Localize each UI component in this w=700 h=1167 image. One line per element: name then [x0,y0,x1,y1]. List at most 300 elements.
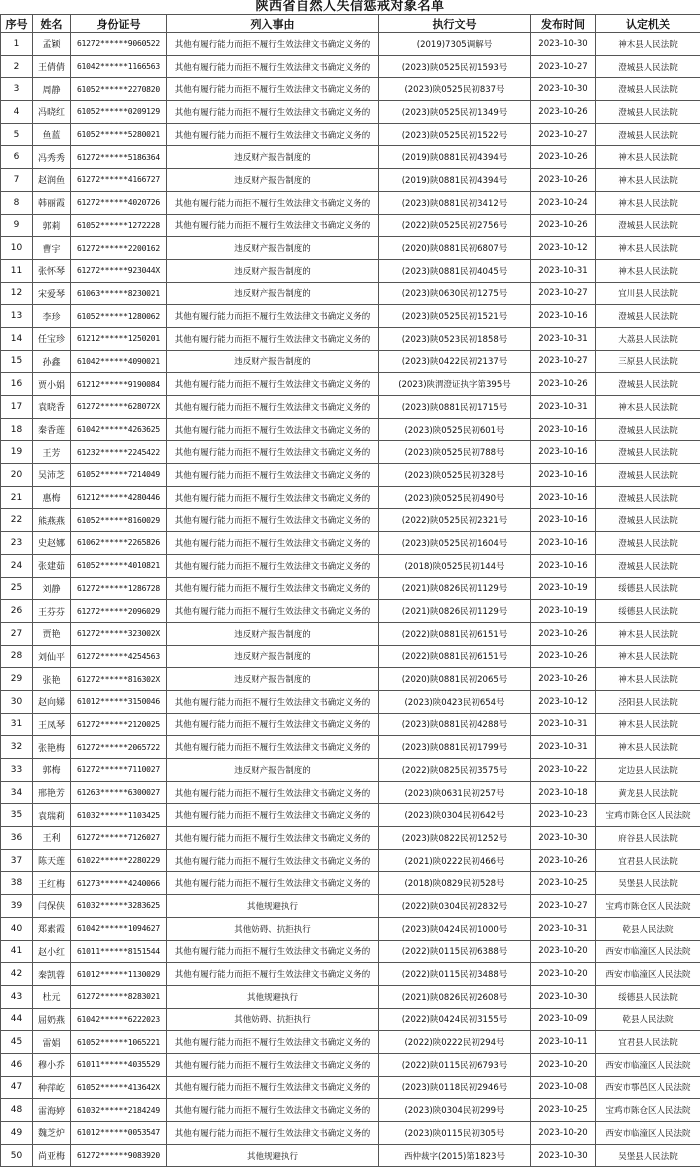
table-row [1,33,700,56]
cell-id-number: 61062******2265826 [71,532,167,555]
cell-authority: 神木县人民法院 [596,169,700,192]
cell-reason: 违反财产报告制度的 [167,169,379,192]
cell-index: 39 [1,895,33,918]
cell-index: 7 [1,169,33,192]
cell-reason: 其他有履行能力而拒不履行生效法律文书确定义务的 [167,713,379,736]
cell-id-number: 61272******8283021 [71,985,167,1008]
table-row [1,146,700,169]
cell-authority: 三原县人民法院 [596,350,700,373]
cell-case-number: (2023)陕0822民初1252号 [379,827,531,850]
cell-authority: 宜川县人民法院 [596,282,700,305]
cell-index: 50 [1,1144,33,1167]
cell-case-number: (2022)陕0525民初2756号 [379,214,531,237]
table-row [1,123,700,146]
cell-reason: 其他有履行能力而拒不履行生效法律文书确定义务的 [167,214,379,237]
cell-index: 6 [1,146,33,169]
cell-reason: 其他有履行能力而拒不履行生效法律文书确定义务的 [167,33,379,56]
cell-name: 贾小娟 [33,373,71,396]
cell-case-number: (2023)陕0115民初305号 [379,1122,531,1145]
cell-case-number: (2021)陕0222民初466号 [379,849,531,872]
table-row [1,78,700,101]
cell-case-number: (2023)陕0881民初1715号 [379,396,531,419]
cell-name: 史赵娜 [33,532,71,555]
cell-reason: 违反财产报告制度的 [167,237,379,260]
cell-reason: 其他有履行能力而拒不履行生效法律文书确定义务的 [167,101,379,124]
cell-authority: 吴堡县人民法院 [596,1144,700,1167]
cell-reason: 违反财产报告制度的 [167,146,379,169]
cell-index: 12 [1,282,33,305]
table-row [1,169,700,192]
cell-publish-date: 2023-10-16 [531,532,596,555]
cell-case-number: (2023)陕0424民初1000号 [379,917,531,940]
cell-authority: 乾县人民法院 [596,1008,700,1031]
cell-id-number: 61032******1103425 [71,804,167,827]
cell-publish-date: 2023-10-26 [531,668,596,691]
cell-index: 2 [1,55,33,78]
cell-publish-date: 2023-10-20 [531,940,596,963]
cell-reason: 其他妨碍、抗拒执行 [167,1008,379,1031]
cell-reason: 其他有履行能力而拒不履行生效法律文书确定义务的 [167,509,379,532]
cell-name: 郭莉 [33,214,71,237]
table-row [1,373,700,396]
cell-id-number: 61272******2096029 [71,600,167,623]
table-row [1,464,700,487]
cell-id-number: 61272******2200162 [71,237,167,260]
cell-index: 3 [1,78,33,101]
cell-publish-date: 2023-10-31 [531,396,596,419]
cell-index: 16 [1,373,33,396]
table-row [1,600,700,623]
cell-reason: 其他有履行能力而拒不履行生效法律文书确定义务的 [167,781,379,804]
cell-name: 王倩倩 [33,55,71,78]
cell-authority: 宜君县人民法院 [596,849,700,872]
cell-name: 冯秀秀 [33,146,71,169]
cell-id-number: 61012******0053547 [71,1122,167,1145]
cell-reason: 违反财产报告制度的 [167,759,379,782]
cell-name: 周静 [33,78,71,101]
cell-name: 熊燕燕 [33,509,71,532]
cell-reason: 其他有履行能力而拒不履行生效法律文书确定义务的 [167,554,379,577]
cell-id-number: 61272******816302X [71,668,167,691]
cell-index: 40 [1,917,33,940]
cell-authority: 绥德县人民法院 [596,577,700,600]
cell-id-number: 61273******4240066 [71,872,167,895]
cell-id-number: 61042******1094627 [71,917,167,940]
cell-name: 穆小乔 [33,1053,71,1076]
cell-publish-date: 2023-10-31 [531,917,596,940]
cell-case-number: (2022)陕0115民初6793号 [379,1053,531,1076]
cell-name: 郑素霞 [33,917,71,940]
cell-id-number: 61052******1065221 [71,1031,167,1054]
cell-index: 10 [1,237,33,260]
cell-index: 13 [1,305,33,328]
page-title: 陕西省自然人失信惩戒对象名单 [0,0,700,14]
cell-id-number: 61263******6300027 [71,781,167,804]
cell-publish-date: 2023-10-26 [531,214,596,237]
cell-authority: 西安市临潼区人民法院 [596,940,700,963]
table-row [1,940,700,963]
cell-publish-date: 2023-10-30 [531,33,596,56]
cell-reason: 其他规避执行 [167,895,379,918]
cell-name: 刘静 [33,577,71,600]
header-index: 序号 [1,15,33,33]
cell-case-number: (2021)陕0826民初2608号 [379,985,531,1008]
cell-publish-date: 2023-10-22 [531,759,596,782]
cell-publish-date: 2023-10-20 [531,963,596,986]
cell-case-number: (2018)陕0525民初144号 [379,554,531,577]
cell-case-number: (2023)陕0525民初788号 [379,441,531,464]
cell-authority: 神木县人民法院 [596,191,700,214]
cell-index: 15 [1,350,33,373]
cell-index: 8 [1,191,33,214]
cell-publish-date: 2023-10-26 [531,849,596,872]
cell-id-number: 61272******2065722 [71,736,167,759]
cell-id-number: 61012******3150046 [71,690,167,713]
table-row [1,917,700,940]
cell-index: 35 [1,804,33,827]
cell-publish-date: 2023-10-27 [531,282,596,305]
cell-id-number: 61052******413642X [71,1076,167,1099]
cell-id-number: 61063******8230021 [71,282,167,305]
cell-id-number: 61012******1130029 [71,963,167,986]
cell-case-number: (2022)陕0881民初6151号 [379,645,531,668]
cell-id-number: 61272******628072X [71,396,167,419]
cell-case-number: (2023)陕0525民初1521号 [379,305,531,328]
cell-authority: 西安市临潼区人民法院 [596,963,700,986]
table-row [1,237,700,260]
cell-id-number: 61272******9060522 [71,33,167,56]
cell-authority: 府谷县人民法院 [596,827,700,850]
cell-authority: 宝鸡市陈仓区人民法院 [596,804,700,827]
cell-index: 45 [1,1031,33,1054]
cell-index: 42 [1,963,33,986]
cell-name: 魏芝炉 [33,1122,71,1145]
table-row [1,282,700,305]
cell-reason: 其他有履行能力而拒不履行生效法律文书确定义务的 [167,1053,379,1076]
cell-index: 21 [1,486,33,509]
cell-case-number: (2023)陕0525民初490号 [379,486,531,509]
cell-name: 王凤琴 [33,713,71,736]
cell-publish-date: 2023-10-27 [531,895,596,918]
cell-case-number: 西仲裁字(2015)第1823号 [379,1144,531,1167]
cell-publish-date: 2023-10-31 [531,259,596,282]
cell-index: 23 [1,532,33,555]
cell-case-number: (2021)陕0826民初1129号 [379,600,531,623]
header-publish-date: 发布时间 [531,15,596,33]
cell-id-number: 61232******2245422 [71,441,167,464]
cell-id-number: 61052******8160029 [71,509,167,532]
cell-index: 44 [1,1008,33,1031]
cell-reason: 其他有履行能力而拒不履行生效法律文书确定义务的 [167,441,379,464]
cell-authority: 澄城县人民法院 [596,123,700,146]
cell-name: 吴沛芝 [33,464,71,487]
cell-publish-date: 2023-10-25 [531,872,596,895]
cell-reason: 其他有履行能力而拒不履行生效法律文书确定义务的 [167,78,379,101]
cell-index: 9 [1,214,33,237]
cell-id-number: 61042******4263625 [71,418,167,441]
cell-publish-date: 2023-10-16 [531,441,596,464]
cell-publish-date: 2023-10-18 [531,781,596,804]
cell-authority: 黄龙县人民法院 [596,781,700,804]
cell-name: 袁瑞莉 [33,804,71,827]
table-row [1,804,700,827]
cell-id-number: 61011******8151544 [71,940,167,963]
cell-publish-date: 2023-10-08 [531,1076,596,1099]
cell-reason: 其他有履行能力而拒不履行生效法律文书确定义务的 [167,577,379,600]
cell-case-number: (2023)陕0525民初1349号 [379,101,531,124]
cell-authority: 西安市临潼区人民法院 [596,1053,700,1076]
cell-case-number: (2023)陕0304民初642号 [379,804,531,827]
table-header-row [1,15,700,33]
header-reason: 列入事由 [167,15,379,33]
cell-authority: 神木县人民法院 [596,645,700,668]
cell-index: 24 [1,554,33,577]
cell-publish-date: 2023-10-16 [531,509,596,532]
cell-publish-date: 2023-10-16 [531,554,596,577]
cell-case-number: (2023)陕0881民初3412号 [379,191,531,214]
cell-publish-date: 2023-10-26 [531,645,596,668]
cell-case-number: (2023)陕0525民初601号 [379,418,531,441]
cell-publish-date: 2023-10-26 [531,169,596,192]
cell-authority: 神木县人民法院 [596,668,700,691]
cell-authority: 泾阳县人民法院 [596,690,700,713]
header-case-number: 执行文号 [379,15,531,33]
cell-case-number: (2023)陕渭澄证执字第395号 [379,373,531,396]
cell-name: 杜元 [33,985,71,1008]
cell-reason: 其他有履行能力而拒不履行生效法律文书确定义务的 [167,940,379,963]
cell-authority: 澄城县人民法院 [596,418,700,441]
cell-index: 34 [1,781,33,804]
table-row [1,214,700,237]
table-row [1,713,700,736]
cell-case-number: (2022)陕0825民初3575号 [379,759,531,782]
cell-case-number: (2023)陕0881民初4288号 [379,713,531,736]
table-row [1,532,700,555]
cell-index: 18 [1,418,33,441]
cell-name: 秦香莲 [33,418,71,441]
cell-index: 17 [1,396,33,419]
cell-authority: 澄城县人民法院 [596,441,700,464]
table-row [1,622,700,645]
cell-reason: 违反财产报告制度的 [167,622,379,645]
cell-reason: 违反财产报告制度的 [167,282,379,305]
cell-index: 33 [1,759,33,782]
cell-index: 11 [1,259,33,282]
cell-id-number: 61212******4280446 [71,486,167,509]
cell-publish-date: 2023-10-27 [531,55,596,78]
cell-authority: 绥德县人民法院 [596,600,700,623]
table-row [1,895,700,918]
table-row [1,1144,700,1167]
cell-id-number: 61011******4035529 [71,1053,167,1076]
cell-name: 陈天莲 [33,849,71,872]
cell-index: 48 [1,1099,33,1122]
cell-id-number: 61042******4090021 [71,350,167,373]
table-row [1,577,700,600]
table-row [1,963,700,986]
cell-reason: 其他有履行能力而拒不履行生效法律文书确定义务的 [167,736,379,759]
cell-case-number: (2018)陕0829民初528号 [379,872,531,895]
cell-reason: 其他有履行能力而拒不履行生效法律文书确定义务的 [167,1122,379,1145]
cell-publish-date: 2023-10-30 [531,985,596,1008]
cell-id-number: 61042******1166563 [71,55,167,78]
cell-id-number: 61042******6222023 [71,1008,167,1031]
cell-id-number: 61022******2280229 [71,849,167,872]
cell-id-number: 61052******0209129 [71,101,167,124]
cell-authority: 神木县人民法院 [596,713,700,736]
table-row [1,849,700,872]
cell-id-number: 61052******5280021 [71,123,167,146]
cell-id-number: 61272******1286728 [71,577,167,600]
cell-name: 闫保侠 [33,895,71,918]
cell-case-number: (2023)陕0423民初654号 [379,690,531,713]
cell-index: 22 [1,509,33,532]
header-id-number: 身份证号 [71,15,167,33]
cell-publish-date: 2023-10-20 [531,1122,596,1145]
cell-reason: 违反财产报告制度的 [167,350,379,373]
cell-case-number: (2020)陕0881民初6807号 [379,237,531,260]
cell-name: 郭梅 [33,759,71,782]
table-row [1,486,700,509]
cell-index: 20 [1,464,33,487]
cell-publish-date: 2023-10-27 [531,123,596,146]
cell-reason: 其他有履行能力而拒不履行生效法律文书确定义务的 [167,1031,379,1054]
cell-name: 屈奶燕 [33,1008,71,1031]
header-name: 姓名 [33,15,71,33]
cell-name: 赵向娣 [33,690,71,713]
table-row [1,1008,700,1031]
cell-name: 赵小红 [33,940,71,963]
cell-reason: 违反财产报告制度的 [167,645,379,668]
cell-reason: 其他有履行能力而拒不履行生效法律文书确定义务的 [167,963,379,986]
cell-reason: 其他有履行能力而拒不履行生效法律文书确定义务的 [167,464,379,487]
cell-publish-date: 2023-10-09 [531,1008,596,1031]
cell-id-number: 61052******1280062 [71,305,167,328]
table-row [1,441,700,464]
cell-index: 31 [1,713,33,736]
cell-case-number: (2023)陕0630民初1275号 [379,282,531,305]
cell-index: 36 [1,827,33,850]
cell-publish-date: 2023-10-19 [531,577,596,600]
cell-authority: 神木县人民法院 [596,736,700,759]
table-row [1,1099,700,1122]
table-row [1,305,700,328]
cell-authority: 大荔县人民法院 [596,327,700,350]
cell-id-number: 61272******4020726 [71,191,167,214]
cell-case-number: (2023)陕0631民初257号 [379,781,531,804]
cell-name: 宋爱琴 [33,282,71,305]
cell-authority: 西安市鄠邑区人民法院 [596,1076,700,1099]
cell-authority: 宝鸡市陈仓区人民法院 [596,1099,700,1122]
cell-index: 25 [1,577,33,600]
cell-index: 46 [1,1053,33,1076]
cell-publish-date: 2023-10-31 [531,327,596,350]
cell-index: 5 [1,123,33,146]
cell-case-number: (2022)陕0304民初2832号 [379,895,531,918]
cell-authority: 宝鸡市陈仓区人民法院 [596,895,700,918]
cell-case-number: (2019)陕0881民初4394号 [379,169,531,192]
cell-name: 孙鑫 [33,350,71,373]
cell-reason: 其他有履行能力而拒不履行生效法律文书确定义务的 [167,804,379,827]
cell-index: 41 [1,940,33,963]
cell-authority: 澄城县人民法院 [596,509,700,532]
cell-authority: 神木县人民法院 [596,146,700,169]
cell-reason: 其他妨碍、抗拒执行 [167,917,379,940]
table-row [1,327,700,350]
cell-case-number: (2023)陕0523民初1858号 [379,327,531,350]
cell-index: 1 [1,33,33,56]
table-row [1,101,700,124]
cell-case-number: (2022)陕0881民初6151号 [379,622,531,645]
cell-name: 孟颖 [33,33,71,56]
cell-index: 37 [1,849,33,872]
cell-authority: 吴堡县人民法院 [596,872,700,895]
cell-case-number: (2023)陕0881民初4045号 [379,259,531,282]
cell-index: 38 [1,872,33,895]
cell-index: 28 [1,645,33,668]
cell-name: 曹宇 [33,237,71,260]
cell-publish-date: 2023-10-16 [531,418,596,441]
cell-case-number: (2022)陕0115民初3488号 [379,963,531,986]
cell-case-number: (2023)陕0118民初2946号 [379,1076,531,1099]
cell-reason: 其他规避执行 [167,1144,379,1167]
cell-case-number: (2023)陕0304民初299号 [379,1099,531,1122]
cell-index: 19 [1,441,33,464]
cell-publish-date: 2023-10-30 [531,78,596,101]
table-row [1,418,700,441]
cell-reason: 其他有履行能力而拒不履行生效法律文书确定义务的 [167,327,379,350]
cell-name: 秦凯蓉 [33,963,71,986]
cell-name: 张建茹 [33,554,71,577]
cell-name: 王红梅 [33,872,71,895]
cell-authority: 神木县人民法院 [596,33,700,56]
cell-authority: 乾县人民法院 [596,917,700,940]
cell-reason: 违反财产报告制度的 [167,259,379,282]
table-row [1,350,700,373]
cell-case-number: (2023)陕0525民初1604号 [379,532,531,555]
table-row [1,668,700,691]
table-row [1,55,700,78]
cell-name: 袁晓香 [33,396,71,419]
table-body [1,33,700,1167]
cell-case-number: (2020)陕0881民初2065号 [379,668,531,691]
table-row [1,1053,700,1076]
cell-name: 邢艳芳 [33,781,71,804]
table-row [1,645,700,668]
cell-id-number: 61272******4166727 [71,169,167,192]
cell-publish-date: 2023-10-31 [531,736,596,759]
cell-case-number: (2022)陕0525民初2321号 [379,509,531,532]
cell-reason: 其他有履行能力而拒不履行生效法律文书确定义务的 [167,55,379,78]
table-row [1,736,700,759]
cell-publish-date: 2023-10-27 [531,350,596,373]
cell-case-number: (2022)陕0115民初6388号 [379,940,531,963]
cell-id-number: 61272******9083920 [71,1144,167,1167]
table-row [1,1076,700,1099]
cell-publish-date: 2023-10-12 [531,237,596,260]
cell-case-number: (2022)陕0222民初294号 [379,1031,531,1054]
cell-authority: 澄城县人民法院 [596,464,700,487]
cell-index: 29 [1,668,33,691]
cell-publish-date: 2023-10-16 [531,486,596,509]
cell-reason: 其他有履行能力而拒不履行生效法律文书确定义务的 [167,1099,379,1122]
cell-case-number: (2023)陕0422民初2137号 [379,350,531,373]
cell-case-number: (2021)陕0826民初1129号 [379,577,531,600]
cell-id-number: 61272******7110027 [71,759,167,782]
cell-reason: 其他有履行能力而拒不履行生效法律文书确定义务的 [167,690,379,713]
cell-reason: 其他有履行能力而拒不履行生效法律文书确定义务的 [167,123,379,146]
cell-index: 26 [1,600,33,623]
